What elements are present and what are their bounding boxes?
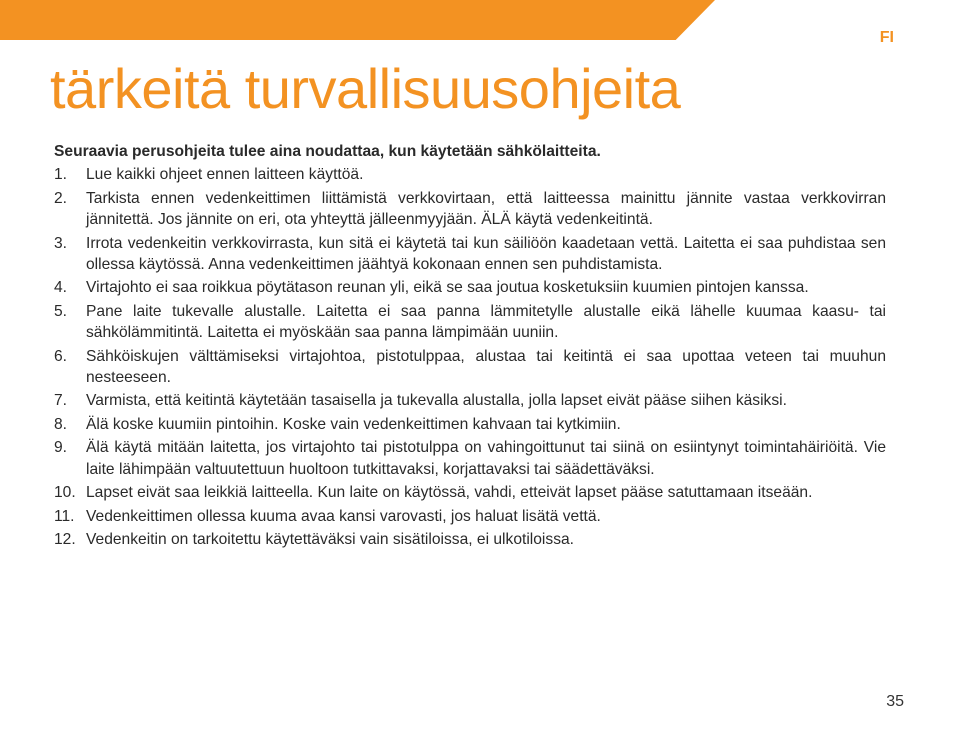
item-number: 9. [54,439,68,457]
item-text: Lue kaikki ohjeet ennen laitteen käyttöä. [86,166,364,184]
item-text: Älä käytä mitään laitetta, jos virtajohto tai pistotulppa on vahingoittunut tai siinä on esiintynyt toimintahäiriöitä. Vie laite lähimpään valtuutettuun huoltoon tutkittavaksi, korjattavaksi tai säädettäväksi. [86,439,886,478]
list-item [54,390,886,411]
item-number: 5. [54,302,68,320]
item-text: Lapset eivät saa leikkiä laitteella. Kun laite on käytössä, vahdi, etteivät lapset pääse satuttamaan itseään. [86,484,813,502]
list-item [54,414,886,435]
list-item [54,437,886,480]
page-title: tärkeitä turvallisuusohjeita [50,57,681,120]
item-number: 10. [54,484,76,502]
item-text: Vedenkeittimen ollessa kuuma avaa kansi varovasti, jos haluat lisätä vettä. [86,507,601,525]
item-text: Pane laite tukevalle alustalle. Laitetta ei saa panna lämmitetylle alustalle eikä lähelle kuumaa kaasu- tai sähkölämmitintä. Laitetta ei myöskään saa panna lämpimään uuniin. [86,302,886,342]
safety-instructions-list [54,164,886,550]
page-number: 35 [886,693,904,710]
item-number: 2. [54,189,68,207]
item-text: Sähköiskujen välttämiseksi virtajohtoa, pistotulppaa, alustaa tai keitintä ei saa upottaa veteen tai muuhun nesteeseen. [86,347,886,387]
item-text: Virtajohto ei saa roikkua pöytätason reunan yli, eikä se saa joutua kosketuksiin kuumien pintojen kanssa. [86,279,809,297]
language-code: FI [879,29,894,46]
header-accent-band [0,0,715,40]
list-item [54,482,886,503]
item-number: 3. [54,234,68,252]
list-item [54,164,886,185]
item-number: 11. [54,507,75,525]
list-item [54,346,886,389]
item-number: 4. [54,279,68,297]
list-item [54,188,886,231]
item-number: 6. [54,347,68,365]
item-number: 8. [54,415,68,433]
item-number: 7. [54,392,68,410]
item-text: Tarkista ennen vedenkeittimen liittämistä verkkovirtaan, että laitteessa mainittu jännite vastaa verkkovirran jännitettä. Jos jännite on eri, ota yhteyttä jälleenmyyjään. ÄLÄ käytä vedenkeitintä. [86,189,886,229]
item-text: Irrota vedenkeitin verkkovirrasta, kun sitä ei käytetä tai kun säiliöön kaadetaan vettä. Laitetta ei saa puhdistaa sen ollessa käytössä. Anna vedenkeittimen jäähtyä kokonaan ennen sen puhdistamista. [86,234,886,274]
list-item [54,529,886,550]
list-item [54,301,886,344]
list-item [54,506,886,527]
item-text: Varmista, että keitintä käytetään tasaisella ja tukevalla alustalla, jolla lapset eivät pääse siihen käsiksi. [86,392,787,410]
item-text: Vedenkeitin on tarkoitettu käytettäväksi vain sisätiloissa, ei ulkotiloissa. [86,530,574,548]
document-body [54,141,886,552]
list-item [54,233,886,276]
item-number: 1. [54,166,68,184]
item-number: 12. [54,530,76,548]
list-item [54,277,886,298]
intro-text: Seuraavia perusohjeita tulee aina noudattaa, kun käytetään sähkölaitteita. [54,143,601,160]
item-text: Älä koske kuumiin pintoihin. Koske vain vedenkeittimen kahvaan tai kytkimiin. [86,415,621,433]
